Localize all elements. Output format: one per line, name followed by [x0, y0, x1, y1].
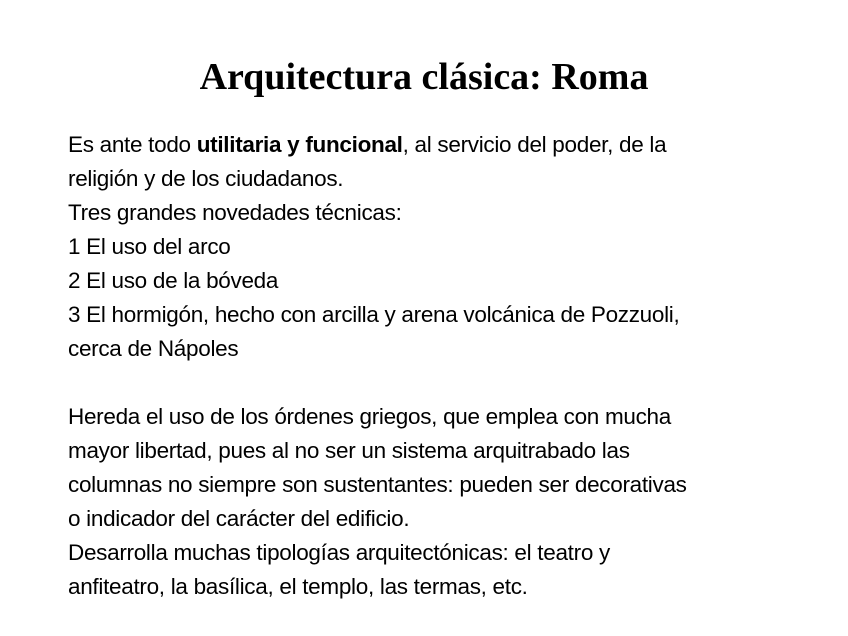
- body-line: mayor libertad, pues al no ser un sistema arquitrabado las: [68, 438, 630, 463]
- list-item: 2 El uso de la bóveda: [68, 268, 279, 293]
- body-line: Desarrolla muchas tipologías arquitectónicas: el teatro y: [68, 540, 610, 565]
- body-line: Tres grandes novedades técnicas:: [68, 200, 402, 225]
- body-line: o indicador del carácter del edificio.: [68, 506, 410, 531]
- list-item-continuation: cerca de Nápoles: [68, 336, 239, 361]
- body-text: , al servicio del poder, de la: [402, 132, 667, 157]
- body-line: religión y de los ciudadanos.: [68, 166, 344, 191]
- body-text: Es ante todo: [68, 132, 197, 157]
- slide-title: Arquitectura clásica: Roma: [199, 56, 649, 98]
- slide-body: [68, 128, 828, 604]
- list-item: 3 El hormigón, hecho con arcilla y arena volcánica de Pozzuoli,: [68, 302, 680, 327]
- list-item: 1 El uso del arco: [68, 234, 231, 259]
- body-line: columnas no siempre son sustentantes: pueden ser decorativas: [68, 472, 687, 497]
- body-line: Hereda el uso de los órdenes griegos, que emplea con mucha: [68, 404, 671, 429]
- body-line: [68, 128, 828, 162]
- bold-phrase: utilitaria y funcional: [196, 132, 403, 157]
- body-line: anfiteatro, la basílica, el templo, las termas, etc.: [68, 574, 528, 599]
- paragraph-spacer: [68, 366, 828, 400]
